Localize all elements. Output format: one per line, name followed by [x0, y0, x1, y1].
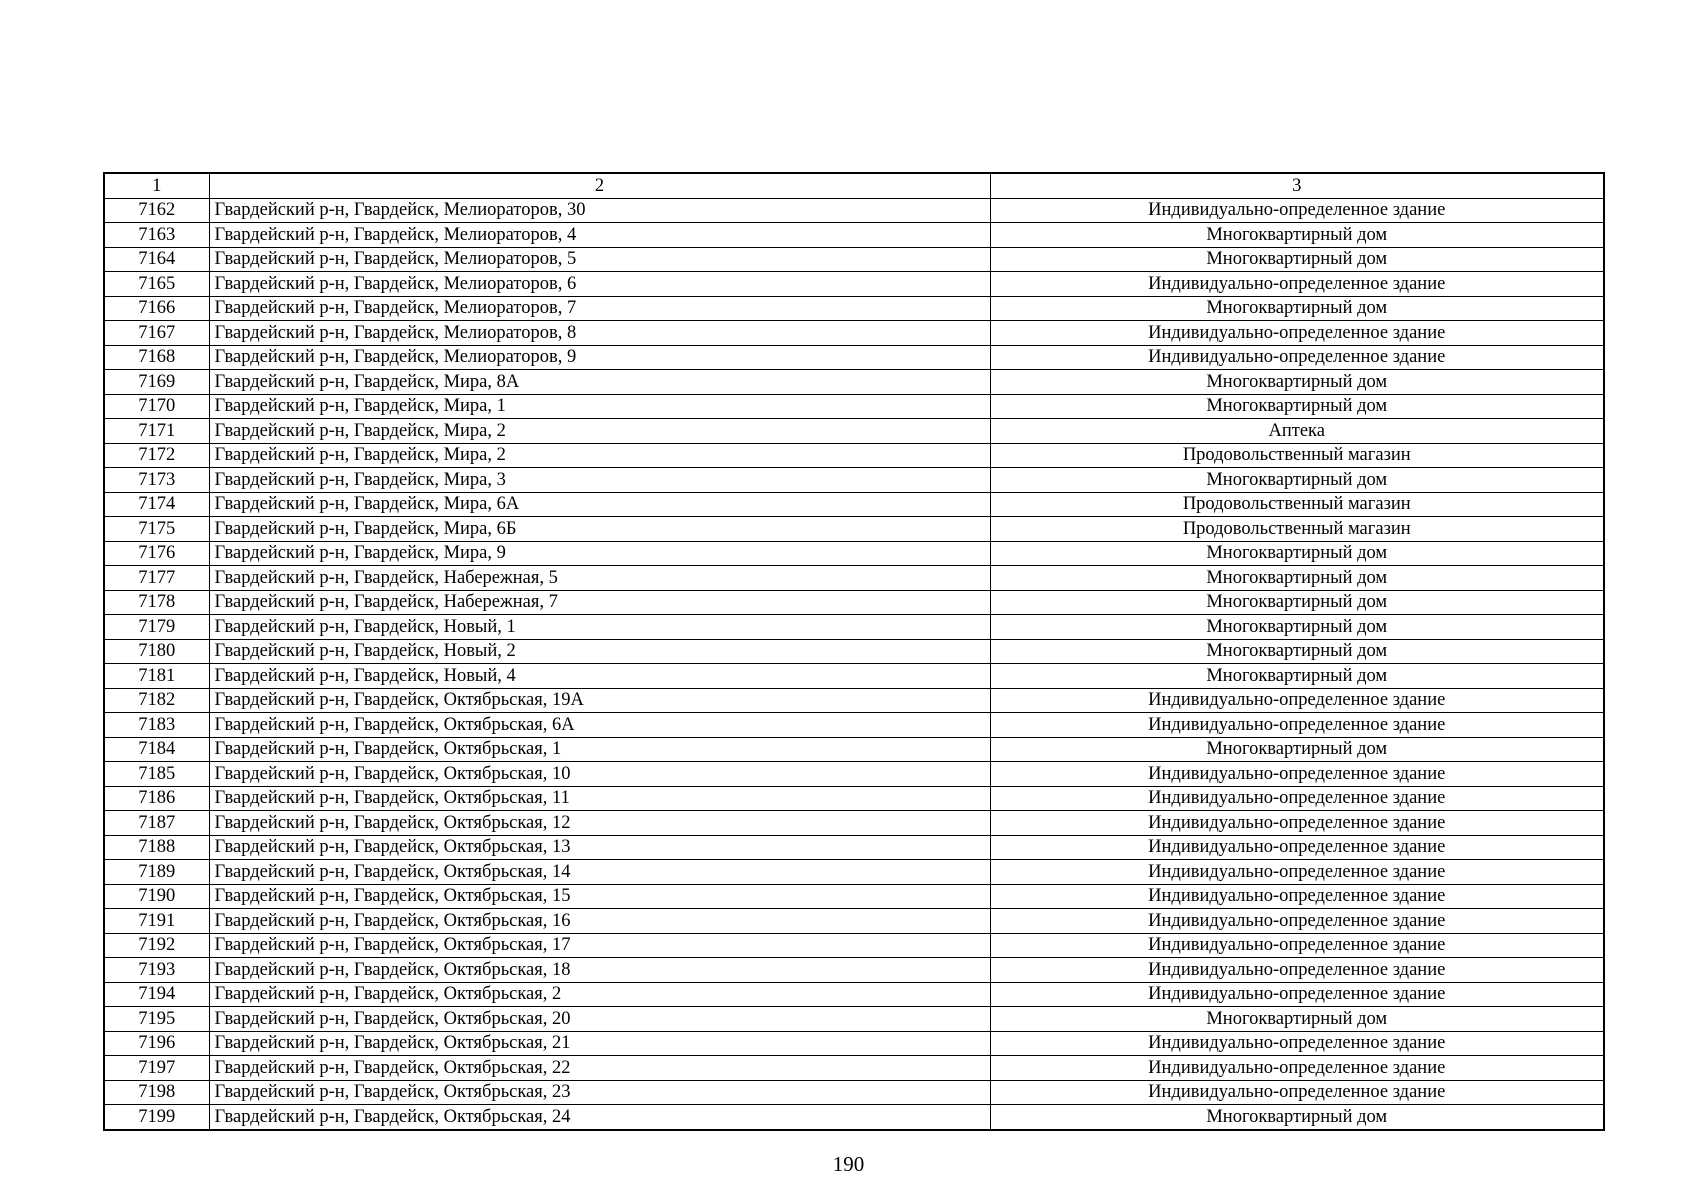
- building-type-cell: Многоквартирный дом: [990, 639, 1604, 664]
- row-number-cell: 7167: [104, 321, 209, 346]
- address-cell: Гвардейский р-н, Гвардейск, Октябрьская, 1: [209, 737, 990, 762]
- building-type-cell: Индивидуально-определенное здание: [990, 345, 1604, 370]
- table-row: [104, 933, 1604, 958]
- address-cell: Гвардейский р-н, Гвардейск, Октябрьская, 16: [209, 909, 990, 934]
- address-cell: Гвардейский р-н, Гвардейск, Октябрьская, 18: [209, 958, 990, 983]
- row-number-cell: 7175: [104, 517, 209, 542]
- row-number-cell: 7178: [104, 590, 209, 615]
- address-cell: Гвардейский р-н, Гвардейск, Октябрьская, 17: [209, 933, 990, 958]
- building-type-cell: Продовольственный магазин: [990, 517, 1604, 542]
- table-row: [104, 419, 1604, 444]
- address-cell: Гвардейский р-н, Гвардейск, Октябрьская, 22: [209, 1056, 990, 1081]
- address-cell: Гвардейский р-н, Гвардейск, Мира, 2: [209, 443, 990, 468]
- address-cell: Гвардейский р-н, Гвардейск, Октябрьская, 10: [209, 762, 990, 787]
- column-header-3: 3: [990, 173, 1604, 198]
- address-cell: Гвардейский р-н, Гвардейск, Октябрьская, 15: [209, 884, 990, 909]
- table-row: [104, 737, 1604, 762]
- row-number-cell: 7176: [104, 541, 209, 566]
- row-number-cell: 7181: [104, 664, 209, 689]
- table-row: [104, 394, 1604, 419]
- table-row: [104, 370, 1604, 395]
- row-number-cell: 7187: [104, 811, 209, 836]
- building-type-cell: Индивидуально-определенное здание: [990, 933, 1604, 958]
- address-cell: Гвардейский р-н, Гвардейск, Октябрьская, 12: [209, 811, 990, 836]
- address-cell: Гвардейский р-н, Гвардейск, Новый, 2: [209, 639, 990, 664]
- row-number-cell: 7179: [104, 615, 209, 640]
- row-number-cell: 7194: [104, 982, 209, 1007]
- table-row: [104, 713, 1604, 738]
- building-type-cell: Индивидуально-определенное здание: [990, 1056, 1604, 1081]
- table-row: [104, 468, 1604, 493]
- table-row: [104, 860, 1604, 885]
- row-number-cell: 7190: [104, 884, 209, 909]
- address-cell: Гвардейский р-н, Гвардейск, Мелиораторов, 4: [209, 223, 990, 248]
- building-type-cell: Многоквартирный дом: [990, 394, 1604, 419]
- table-row: [104, 566, 1604, 591]
- row-number-cell: 7162: [104, 198, 209, 223]
- building-type-cell: Многоквартирный дом: [990, 737, 1604, 762]
- row-number-cell: 7185: [104, 762, 209, 787]
- table-row: [104, 541, 1604, 566]
- table-row: [104, 786, 1604, 811]
- address-cell: Гвардейский р-н, Гвардейск, Мира, 1: [209, 394, 990, 419]
- address-table-body: [104, 173, 1604, 1130]
- row-number-cell: 7198: [104, 1080, 209, 1105]
- table-row: [104, 1056, 1604, 1081]
- building-type-cell: Многоквартирный дом: [990, 1007, 1604, 1032]
- row-number-cell: 7199: [104, 1105, 209, 1130]
- address-cell: Гвардейский р-н, Гвардейск, Мира, 6Б: [209, 517, 990, 542]
- building-type-cell: Многоквартирный дом: [990, 247, 1604, 272]
- address-cell: Гвардейский р-н, Гвардейск, Октябрьская, 24: [209, 1105, 990, 1130]
- table-row: [104, 1080, 1604, 1105]
- building-type-cell: Многоквартирный дом: [990, 1105, 1604, 1130]
- building-type-cell: Индивидуально-определенное здание: [990, 713, 1604, 738]
- address-cell: Гвардейский р-н, Гвардейск, Октябрьская, 23: [209, 1080, 990, 1105]
- table-header-row: [104, 173, 1604, 198]
- address-table: [103, 172, 1605, 1131]
- table-row: [104, 590, 1604, 615]
- row-number-cell: 7191: [104, 909, 209, 934]
- building-type-cell: Многоквартирный дом: [990, 590, 1604, 615]
- building-type-cell: Многоквартирный дом: [990, 541, 1604, 566]
- table-row: [104, 198, 1604, 223]
- row-number-cell: 7172: [104, 443, 209, 468]
- address-cell: Гвардейский р-н, Гвардейск, Октябрьская, 13: [209, 835, 990, 860]
- building-type-cell: Индивидуально-определенное здание: [990, 835, 1604, 860]
- table-row: [104, 884, 1604, 909]
- building-type-cell: Индивидуально-определенное здание: [990, 198, 1604, 223]
- table-row: [104, 272, 1604, 297]
- table-row: [104, 1031, 1604, 1056]
- column-header-2: 2: [209, 173, 990, 198]
- address-cell: Гвардейский р-н, Гвардейск, Октябрьская, 6А: [209, 713, 990, 738]
- building-type-cell: Продовольственный магазин: [990, 492, 1604, 517]
- row-number-cell: 7182: [104, 688, 209, 713]
- building-type-cell: Многоквартирный дом: [990, 468, 1604, 493]
- building-type-cell: Индивидуально-определенное здание: [990, 786, 1604, 811]
- table-row: [104, 762, 1604, 787]
- table-row: [104, 958, 1604, 983]
- address-cell: Гвардейский р-н, Гвардейск, Октябрьская, 14: [209, 860, 990, 885]
- address-cell: Гвардейский р-н, Гвардейск, Мелиораторов, 5: [209, 247, 990, 272]
- address-cell: Гвардейский р-н, Гвардейск, Мира, 3: [209, 468, 990, 493]
- row-number-cell: 7184: [104, 737, 209, 762]
- building-type-cell: Многоквартирный дом: [990, 223, 1604, 248]
- row-number-cell: 7171: [104, 419, 209, 444]
- address-cell: Гвардейский р-н, Гвардейск, Мира, 2: [209, 419, 990, 444]
- row-number-cell: 7164: [104, 247, 209, 272]
- table-row: [104, 1007, 1604, 1032]
- table-row: [104, 982, 1604, 1007]
- building-type-cell: Многоквартирный дом: [990, 664, 1604, 689]
- table-row: [104, 835, 1604, 860]
- address-cell: Гвардейский р-н, Гвардейск, Мира, 9: [209, 541, 990, 566]
- row-number-cell: 7173: [104, 468, 209, 493]
- address-cell: Гвардейский р-н, Гвардейск, Новый, 4: [209, 664, 990, 689]
- building-type-cell: Многоквартирный дом: [990, 566, 1604, 591]
- building-type-cell: Индивидуально-определенное здание: [990, 811, 1604, 836]
- page-number: 190: [832, 1152, 865, 1176]
- address-cell: Гвардейский р-н, Гвардейск, Мелиораторов, 7: [209, 296, 990, 321]
- table-row: [104, 664, 1604, 689]
- table-row: [104, 321, 1604, 346]
- row-number-cell: 7195: [104, 1007, 209, 1032]
- building-type-cell: Индивидуально-определенное здание: [990, 272, 1604, 297]
- building-type-cell: Индивидуально-определенное здание: [990, 321, 1604, 346]
- row-number-cell: 7169: [104, 370, 209, 395]
- table-row: [104, 223, 1604, 248]
- table-row: [104, 517, 1604, 542]
- row-number-cell: 7163: [104, 223, 209, 248]
- table-row: [104, 688, 1604, 713]
- row-number-cell: 7180: [104, 639, 209, 664]
- table-row: [104, 811, 1604, 836]
- building-type-cell: Индивидуально-определенное здание: [990, 909, 1604, 934]
- address-cell: Гвардейский р-н, Гвардейск, Набережная, 5: [209, 566, 990, 591]
- address-cell: Гвардейский р-н, Гвардейск, Мира, 8А: [209, 370, 990, 395]
- building-type-cell: Индивидуально-определенное здание: [990, 884, 1604, 909]
- building-type-cell: Многоквартирный дом: [990, 296, 1604, 321]
- address-cell: Гвардейский р-н, Гвардейск, Октябрьская, 21: [209, 1031, 990, 1056]
- row-number-cell: 7189: [104, 860, 209, 885]
- address-cell: Гвардейский р-н, Гвардейск, Мелиораторов, 30: [209, 198, 990, 223]
- building-type-cell: Индивидуально-определенное здание: [990, 688, 1604, 713]
- row-number-cell: 7170: [104, 394, 209, 419]
- table-row: [104, 1105, 1604, 1130]
- table-row: [104, 615, 1604, 640]
- address-cell: Гвардейский р-н, Гвардейск, Мелиораторов, 8: [209, 321, 990, 346]
- address-cell: Гвардейский р-н, Гвардейск, Мира, 6А: [209, 492, 990, 517]
- table-row: [104, 443, 1604, 468]
- building-type-cell: Индивидуально-определенное здание: [990, 958, 1604, 983]
- building-type-cell: Продовольственный магазин: [990, 443, 1604, 468]
- table-row: [104, 296, 1604, 321]
- building-type-cell: Многоквартирный дом: [990, 370, 1604, 395]
- row-number-cell: 7186: [104, 786, 209, 811]
- row-number-cell: 7168: [104, 345, 209, 370]
- column-header-1: 1: [104, 173, 209, 198]
- table-row: [104, 909, 1604, 934]
- row-number-cell: 7166: [104, 296, 209, 321]
- row-number-cell: 7193: [104, 958, 209, 983]
- table-row: [104, 639, 1604, 664]
- building-type-cell: Индивидуально-определенное здание: [990, 1031, 1604, 1056]
- row-number-cell: 7174: [104, 492, 209, 517]
- address-cell: Гвардейский р-н, Гвардейск, Мелиораторов, 9: [209, 345, 990, 370]
- row-number-cell: 7165: [104, 272, 209, 297]
- row-number-cell: 7183: [104, 713, 209, 738]
- table-row: [104, 492, 1604, 517]
- address-cell: Гвардейский р-н, Гвардейск, Набережная, 7: [209, 590, 990, 615]
- row-number-cell: 7192: [104, 933, 209, 958]
- row-number-cell: 7177: [104, 566, 209, 591]
- row-number-cell: 7188: [104, 835, 209, 860]
- address-cell: Гвардейский р-н, Гвардейск, Октябрьская, 19А: [209, 688, 990, 713]
- table-row: [104, 247, 1604, 272]
- address-cell: Гвардейский р-н, Гвардейск, Октябрьская, 11: [209, 786, 990, 811]
- table-row: [104, 345, 1604, 370]
- row-number-cell: 7197: [104, 1056, 209, 1081]
- building-type-cell: Многоквартирный дом: [990, 615, 1604, 640]
- row-number-cell: 7196: [104, 1031, 209, 1056]
- building-type-cell: Индивидуально-определенное здание: [990, 1080, 1604, 1105]
- address-cell: Гвардейский р-н, Гвардейск, Новый, 1: [209, 615, 990, 640]
- building-type-cell: Индивидуально-определенное здание: [990, 860, 1604, 885]
- building-type-cell: Индивидуально-определенное здание: [990, 982, 1604, 1007]
- address-cell: Гвардейский р-н, Гвардейск, Мелиораторов, 6: [209, 272, 990, 297]
- building-type-cell: Аптека: [990, 419, 1604, 444]
- building-type-cell: Индивидуально-определенное здание: [990, 762, 1604, 787]
- address-cell: Гвардейский р-н, Гвардейск, Октябрьская, 20: [209, 1007, 990, 1032]
- address-cell: Гвардейский р-н, Гвардейск, Октябрьская, 2: [209, 982, 990, 1007]
